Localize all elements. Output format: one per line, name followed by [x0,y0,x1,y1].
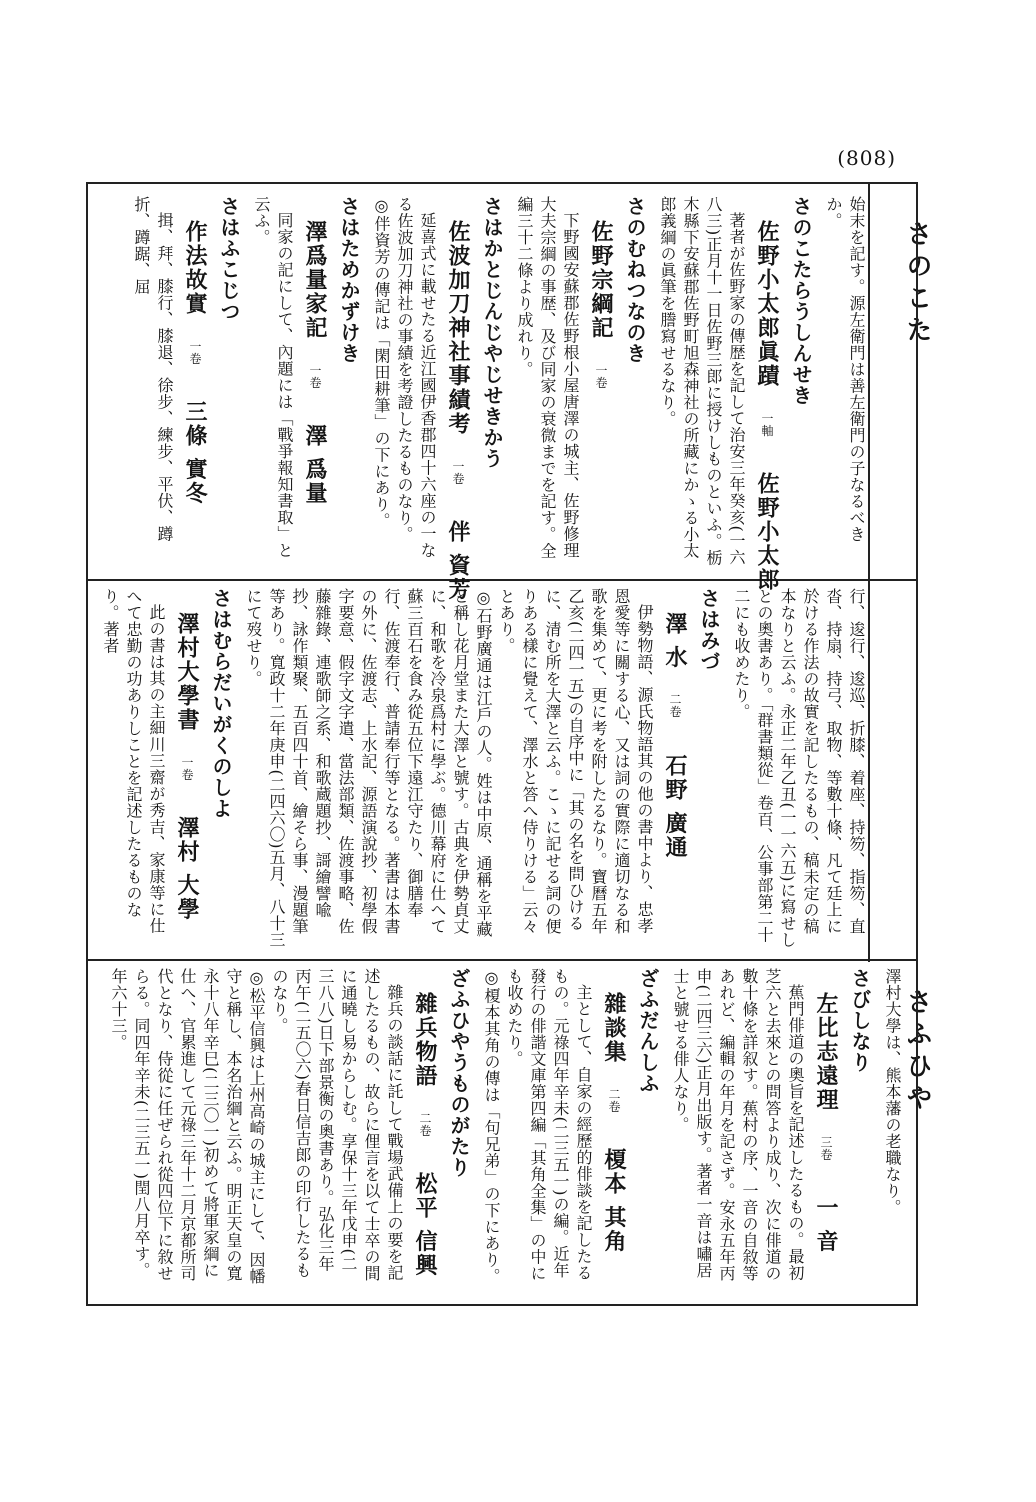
entry-author: 佐野小太郎 [754,472,780,593]
entry-title-line [176,196,214,574]
running-head-top: さのこた [902,220,932,348]
entry-author: 澤 爲量 [302,424,328,506]
lower-band [109,968,904,1288]
entry-sawamizu [242,588,724,950]
upper-band [120,196,868,602]
entry-volume: 一卷 [180,755,194,781]
entry-text: 雜兵の談話に託して戰場武備上の要を記述したるもの、故らに俚言を以て士卒の間に通曉し易からしむ。享保十三年戊申(二三八八)日下部景衡の奧書あり。弘化三年丙午(二五〇六)春日信吉郎の印行したるものなり。 [270,968,404,1282]
lead-text: 始末を記す。源左衛門は善左衛門の子なるべきか。 [824,196,866,543]
entry-volume: 二卷 [607,1087,621,1113]
entry-title: 雜談集 [601,992,627,1064]
column-divider-top [868,182,870,962]
entry-zoudanshuu [480,968,663,1288]
entry-kana: ざふだんしふ [636,968,660,1094]
entry-text: 下野國安蘇郡佐野根小屋唐澤の城主、佐野修理大夫宗綱の事歴、及び同家の衰微までを記す。全編三十二條より成れり。 [515,196,580,559]
entry-author: 三條 實冬 [182,400,208,506]
entry-title: 澤爲量家記 [302,220,328,340]
entry-title-line [439,196,477,602]
band-divider-1 [88,579,916,581]
band-divider-2 [88,959,916,961]
entry-title-line [296,196,334,574]
entry-title: 佐波加刀神社事績考 [445,220,471,436]
entry-volume: 二卷 [418,1111,432,1137]
entry-title-line [406,968,444,1288]
running-head-bottom: さふひや [902,988,932,1116]
entry-title: 雜兵物語 [412,992,438,1088]
entry-volume: 一卷 [308,363,322,389]
entry-sanokotarou [656,196,816,593]
lead-text: 澤村大學は、熊本藩の老職なり。 [883,968,902,1216]
entry-note: ◎石野廣通は江戶の人。姓は中原、通稱を平藏と稱し花月堂また大澤と號す。古典を伊勢貞丈に、和歌を冷泉爲村に學ぶ。德川幕府に仕へて蘇三百石を食み從五位下遠江守たり、御膳奉行、佐渡奉行、普請奉行等となる。著書は本書の外に、佐渡志、上水記、源語演說抄、初學假字要意、假字文字遣、當法部類、佐渡事略、佐藤雜錄、連歌師之系、和歌蔵題抄、謌繪譬喩抄、詠作類聚、五百四十首、繪そら事、漫題筆等あり。寬政十二年庚申(二四六〇)五月、八十三にて歿せり。 [244,588,493,948]
entry-author: 一 音 [813,1196,839,1254]
middle-band [101,588,868,950]
entry-note: ◎松平信興は上州高崎の城主にして、因幡守と稱し、本名治綱と云ふ。明正天皇の寬永十八年辛巳(二三〇一)初めて將軍家綱に仕へ、官累進して元祿三年十二月京都所司代となり、侍從に任ぜられ從四位下に敘せらる。同四年辛未(二三五一)閏八月卒す。年六十三。 [109,968,266,1285]
entry-title-line [595,968,633,1288]
entry-text: 揖、拜、膝行、膝退、徐步、練步、平伏、蹲折、蹲踞、屈 [132,196,174,542]
entry-note: ◎伴資芳の傳記は「閑田耕筆」の下にあり。 [372,196,391,529]
entry-author: 榎本 其角 [601,1148,627,1254]
entry-author: 澤村 大學 [174,816,200,922]
entry-kana: さはむらだいがくのしよ [209,588,233,819]
entry-kana: さのこたらうしんせき [789,196,813,406]
entry-volume: 一卷 [451,459,465,485]
entry-volume: 三卷 [819,1135,833,1161]
entry-text: 主として、自家の經歷的俳談を記したるもの。元祿四年辛未(二三五一)の編。近年發行の俳諧文庫第四編「其角全集」の中にも收めたり。 [505,968,593,1282]
entry-kana: さはふこじつ [217,196,241,322]
entry-text: 蕉門俳道の奧旨を記述したるもの。最初芝六と去來との問答より成り、次に俳道の數十條を詳叙す。蕉村の序、一音の自敘等あれど、編輯の年月を記さず。安永五年丙申(二四三六)正月出版す。著者一音は嘯居士と號せる俳人なり。 [671,968,805,1282]
entry-text: 伊勢物語、源氏物語其の他の書中より、忠孝恩愛等に關する心、又は詞の實際に適切なる和歌を集めて、更に考を附したるなり。寶曆五年乙亥(二四一五)の自序中に「其の名を問ひけるに、清む所を大澤と云ふ。こゝに記せる詞の便りある樣に覺えて、澤水と答へ侍りける」云々とあり。 [497,588,654,935]
entry-sabishiori [669,968,875,1288]
entry-text: 延喜式に載せたる近江國伊香郡四十六座の一なる佐波加刀神社の事績を考證したるものなり。 [395,196,437,559]
entry-text: 著者が佐野家の傳歴を記して治安三年癸亥(一六八三)正月十一日佐野三郎に授けしものといふ。栃木縣下安蘇郡佐野町旭森神社の所藏にかゝる小太郎義綱の眞筆を謄寫せるなり。 [658,196,746,566]
entry-kana: さはみづ [697,588,721,672]
entry-sawamura [99,588,236,950]
entry-author: 石野 廣通 [662,753,688,860]
entry-text: 此の書は其の主細川三齋が秀吉、家康等に仕へて忠勤の功ありしことを記述したるものなり。著者 [101,588,166,934]
entry-volume: 一卷 [188,339,202,365]
entry-volume: 一軸 [760,411,774,437]
entry-title-line [582,196,620,574]
entry-title-line [807,968,845,1288]
entry-title-line [748,196,786,593]
entry-sahakato [370,196,507,602]
entry-author: 伴 資芳 [445,520,471,602]
entry-title: 佐野小太郎眞蹟 [754,220,780,388]
entry-volume: 二卷 [668,693,682,719]
entry-sahokojitsu [130,196,244,574]
entry-author: 松平 信興 [412,1172,438,1278]
entry-title: 澤 水 [662,612,688,670]
entry-title-line [168,588,206,950]
entry-zouhyoumonogatari [107,968,474,1288]
entry-kana: さはためかずけき [337,196,361,364]
entry-text: 同家の記にして、內題には「戰爭報知書取」と云ふ。 [252,196,294,559]
entry-title: 作法故實 [182,220,208,316]
entry-title-line [656,588,694,950]
entry-volume: 一卷 [594,363,608,389]
entry-title: 佐野宗綱記 [588,220,614,340]
entry-sawatameka [250,196,364,574]
entry-sanomunetsuna [513,196,650,574]
entry-title: 澤村大學書 [174,612,200,732]
entry-kana: さびしなり [848,968,872,1073]
page-number: (808) [837,146,896,170]
lead-text: 行、逡行、逡巡、折膝、着座、持笏、指笏、直沓、持扇、持弓、取物、等數十條、凡て廷上に於ける作法の故實を記したるもの、稿未定の稿本なりと云ふ。永正二年乙丑(一一六五)に寫せしとの奧書あり。「群書類從」卷百、公事部第二十二にも收めたり。 [732,588,866,948]
entry-kana: ざふひやうものがたり [447,968,471,1178]
entry-kana: さのむねつなのき [623,196,647,364]
entry-kana: さはかとじんじやじせきかう [480,196,504,469]
entry-title: 左比志遠理 [813,992,839,1112]
entry-note: ◎榎本其角の傳は「句兄弟」の下にあり。 [482,968,501,1285]
